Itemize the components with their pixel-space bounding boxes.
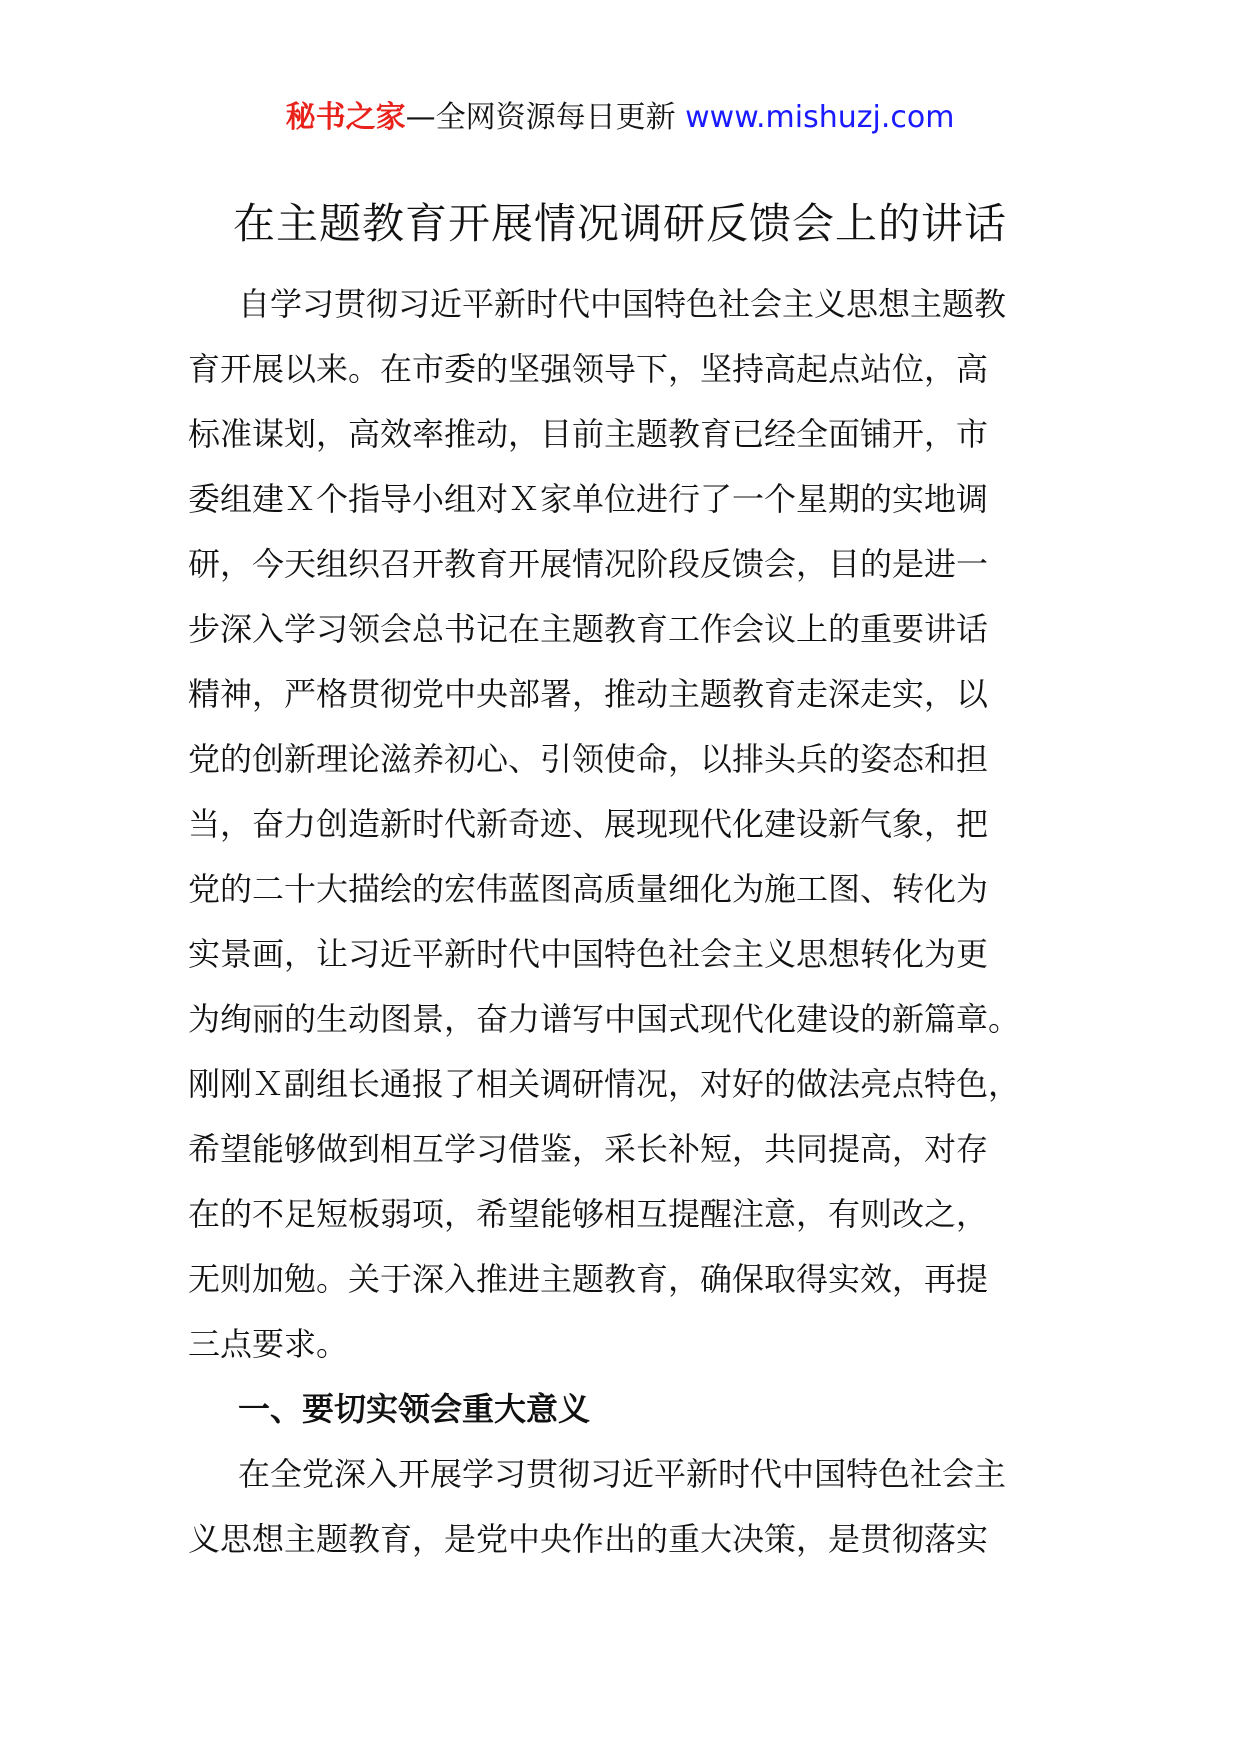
paragraph-line: 标准谋划，高效率推动，目前主题教育已经全面铺开，市 bbox=[188, 415, 989, 453]
paragraph-line: 精神，严格贯彻党中央部署，推动主题教育走深走实，以 bbox=[188, 675, 989, 713]
paragraph-line: 当，奋力创造新时代新奇迹、展现现代化建设新气象，把 bbox=[188, 805, 989, 843]
document-body bbox=[188, 272, 1068, 1572]
paragraph-line: 义思想主题教育，是党中央作出的重大决策，是贯彻落实 bbox=[188, 1520, 989, 1558]
section-heading: 一、要切实领会重大意义 bbox=[238, 1390, 591, 1428]
paragraph-line: 在的不足短板弱项，希望能够相互提醒注意，有则改之， bbox=[188, 1195, 989, 1233]
paragraph-line: 自学习贯彻习近平新时代中国特色社会主义思想主题教 bbox=[238, 285, 1007, 323]
paragraph-line: 为绚丽的生动图景，奋力谱写中国式现代化建设的新篇章。 bbox=[188, 1000, 1021, 1038]
paragraph-line: 无则加勉。关于深入推进主题教育，确保取得实效，再提 bbox=[188, 1260, 989, 1298]
paragraph-line: 三点要求。 bbox=[188, 1325, 349, 1363]
paragraph-line: 党的创新理论滋养初心、引领使命，以排头兵的姿态和担 bbox=[188, 740, 989, 778]
header-tagline: —全网资源每日更新 bbox=[405, 100, 686, 135]
paragraph-line: 研，今天组织召开教育开展情况阶段反馈会，目的是进一 bbox=[188, 545, 989, 583]
paragraph-line: 步深入学习领会总书记在主题教育工作会议上的重要讲话 bbox=[188, 610, 989, 648]
site-header bbox=[0, 98, 1240, 138]
paragraph-line: 委组建Ｘ个指导小组对Ｘ家单位进行了一个星期的实地调 bbox=[188, 480, 989, 518]
paragraph-line: 刚刚Ｘ副组长通报了相关调研情况，对好的做法亮点特色， bbox=[188, 1065, 1021, 1103]
document-title: 在主题教育开展情况调研反馈会上的讲话 bbox=[232, 199, 1007, 248]
paragraph-line: 希望能够做到相互学习借鉴，采长补短，共同提高，对存 bbox=[188, 1130, 989, 1168]
brand-name: 秘书之家 bbox=[285, 100, 406, 135]
paragraph-line: 党的二十大描绘的宏伟蓝图高质量细化为施工图、转化为 bbox=[188, 870, 989, 908]
paragraph-line: 育开展以来。在市委的坚强领导下，坚持高起点站位，高 bbox=[188, 350, 989, 388]
paragraph-line: 在全党深入开展学习贯彻习近平新时代中国特色社会主 bbox=[238, 1455, 1007, 1493]
paragraph-line: 实景画，让习近平新时代中国特色社会主义思想转化为更 bbox=[188, 935, 989, 973]
site-url-link[interactable]: www.mishuzj.com bbox=[685, 100, 955, 135]
